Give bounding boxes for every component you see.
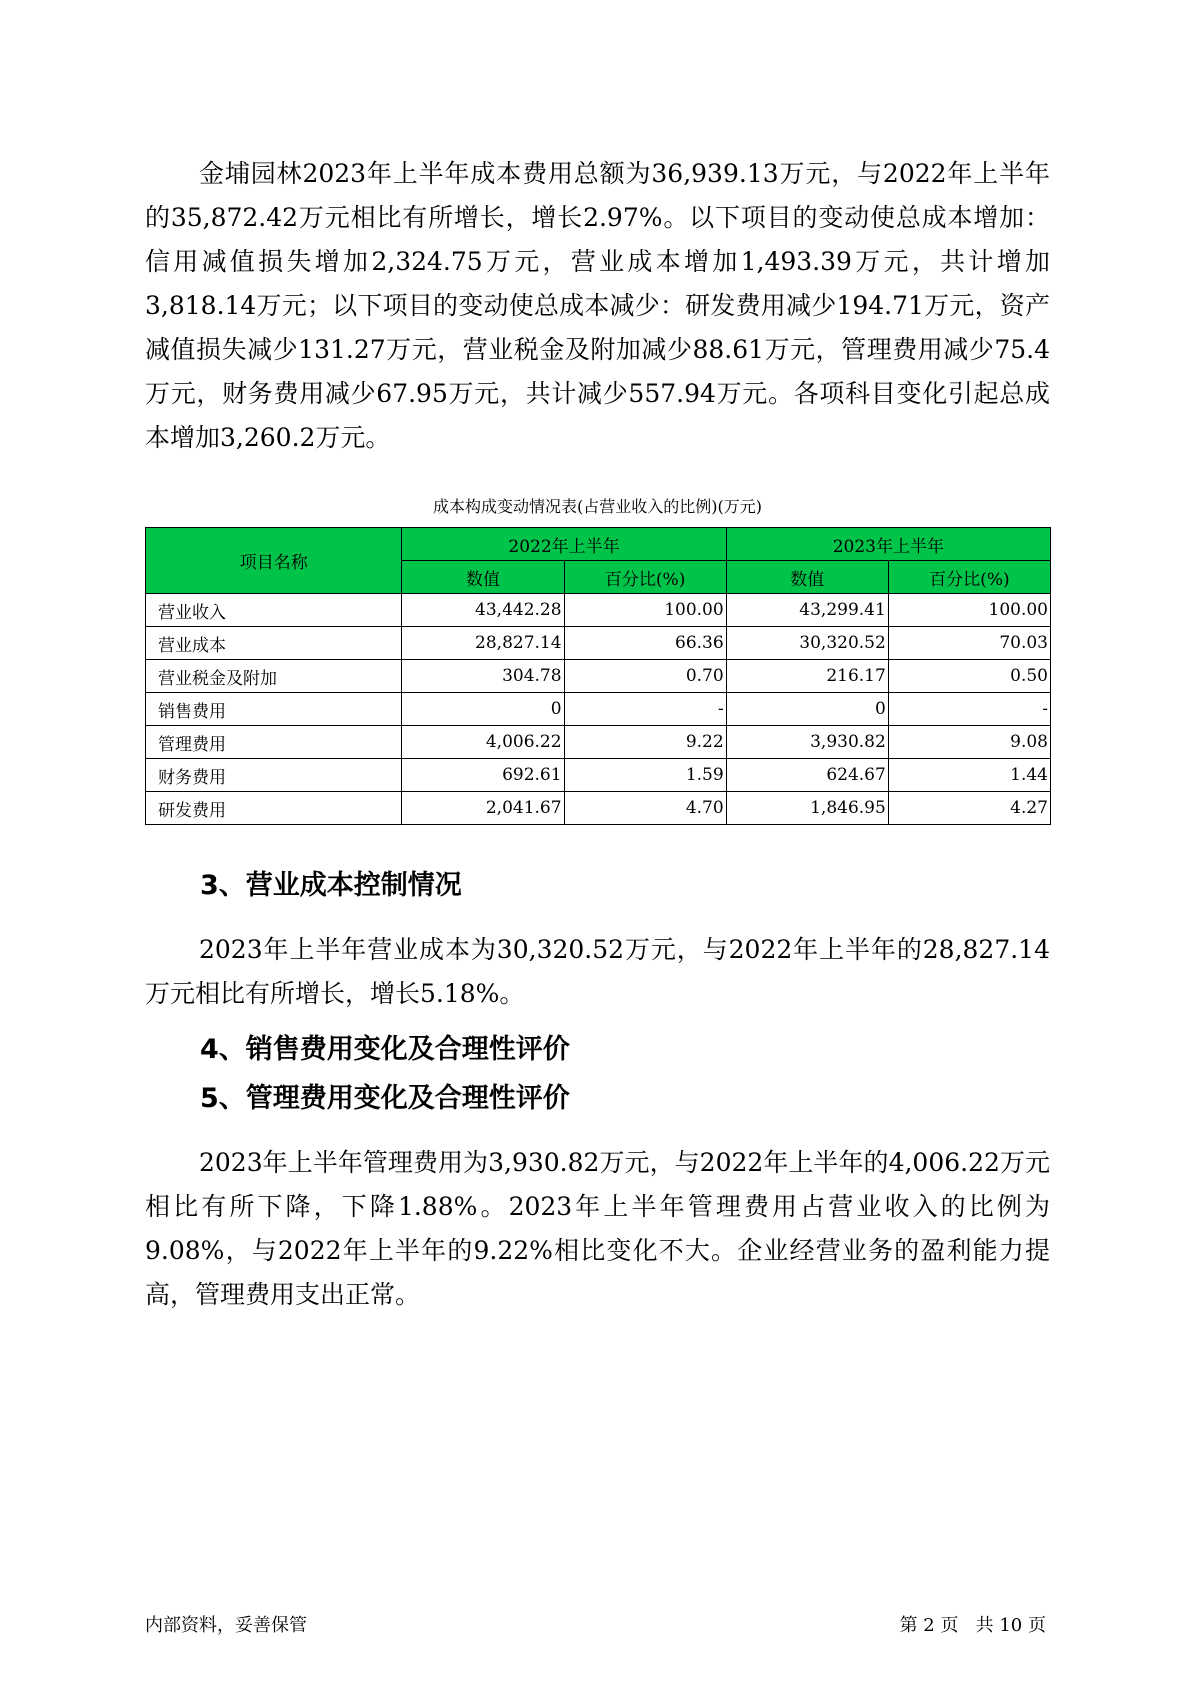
pct-2023-cell: 100.00 [888, 594, 1050, 627]
pct-2022-cell: 0.70 [564, 660, 726, 693]
section-heading-operating-cost: 3、营业成本控制情况 [200, 870, 462, 901]
value-2023-cell: 216.17 [726, 660, 888, 693]
table-row [146, 693, 1051, 726]
row-name-cell: 管理费用 [146, 726, 402, 759]
pct-2023-cell: - [888, 693, 1050, 726]
value-2022-header: 数值 [402, 561, 564, 594]
table-row [146, 726, 1051, 759]
pct-2022-header: 百分比(%) [564, 561, 726, 594]
pct-2022-cell: 66.36 [564, 627, 726, 660]
section-heading-admin-expense: 5、管理费用变化及合理性评价 [200, 1083, 570, 1114]
cost-structure-table [145, 527, 1051, 825]
period-2023-header: 2023年上半年 [726, 528, 1050, 561]
value-2023-header: 数值 [726, 561, 888, 594]
pct-2023-cell: 1.44 [888, 759, 1050, 792]
pct-2022-cell: 100.00 [564, 594, 726, 627]
table-row [146, 594, 1051, 627]
pct-2023-header: 百分比(%) [888, 561, 1050, 594]
row-name-cell: 研发费用 [146, 792, 402, 825]
table-header [146, 528, 1051, 594]
pct-2022-cell: 4.70 [564, 792, 726, 825]
pct-2023-cell: 9.08 [888, 726, 1050, 759]
table-row [146, 759, 1051, 792]
value-2022-cell: 692.61 [402, 759, 564, 792]
value-2023-cell: 43,299.41 [726, 594, 888, 627]
value-2022-cell: 304.78 [402, 660, 564, 693]
section-heading-sales-expense: 4、销售费用变化及合理性评价 [200, 1034, 570, 1065]
value-2022-cell: 0 [402, 693, 564, 726]
value-2022-cell: 2,041.67 [402, 792, 564, 825]
value-2023-cell: 1,846.95 [726, 792, 888, 825]
pct-2022-cell: 9.22 [564, 726, 726, 759]
admin-expense-paragraph: 2023年上半年管理费用为3,930.82万元，与2022年上半年的4,006.22万元相比有所下降，下降1.88%。2023年上半年管理费用占营业收入的比例为9.08%，与2022年上半年的9.22%相比变化不大。企业经营业务的盈利能力提高，管理费用支出正常。 [145, 1148, 1050, 1309]
summary-paragraph: 金埔园林2023年上半年成本费用总额为36,939.13万元，与2022年上半年的35,872.42万元相比有所增长，增长2.97%。以下项目的变动使总成本增加：信用减值损失增加2,324.75万元，营业成本增加1,493.39万元，共计增加3,818.14万元；以下项目的变动使总成本减少：研发费用减少194.71万元，资产减值损失减少131.27万元，营业税金及附加减少88.61万元，管理费用减少75.4万元，财务费用减少67.95万元，共计减少557.94万元。各项科目变化引起总成本增加3,260.2万元。 [145, 159, 1050, 452]
value-2023-cell: 3,930.82 [726, 726, 888, 759]
pct-2022-cell: 1.59 [564, 759, 726, 792]
row-name-cell: 营业成本 [146, 627, 402, 660]
value-2023-cell: 0 [726, 693, 888, 726]
value-2022-cell: 28,827.14 [402, 627, 564, 660]
value-2022-cell: 43,442.28 [402, 594, 564, 627]
footer-confidential-note: 内部资料，妥善保管 [145, 1615, 307, 1636]
row-name-cell: 营业税金及附加 [146, 660, 402, 693]
period-2022-header: 2022年上半年 [402, 528, 726, 561]
table-row [146, 660, 1051, 693]
value-2023-cell: 30,320.52 [726, 627, 888, 660]
row-name-cell: 财务费用 [146, 759, 402, 792]
value-2023-cell: 624.67 [726, 759, 888, 792]
table-body [146, 594, 1051, 825]
value-2022-cell: 4,006.22 [402, 726, 564, 759]
row-name-cell: 营业收入 [146, 594, 402, 627]
table-row [146, 792, 1051, 825]
pct-2023-cell: 0.50 [888, 660, 1050, 693]
operating-cost-paragraph: 2023年上半年营业成本为30,320.52万元，与2022年上半年的28,827.14万元相比有所增长，增长5.18%。 [145, 935, 1050, 1008]
pct-2023-cell: 70.03 [888, 627, 1050, 660]
item-name-header: 项目名称 [146, 528, 402, 594]
pct-2023-cell: 4.27 [888, 792, 1050, 825]
table-caption: 成本构成变动情况表(占营业收入的比例)(万元) [433, 497, 762, 516]
table-row [146, 627, 1051, 660]
pct-2022-cell: - [564, 693, 726, 726]
footer-page-number: 第 2 页 共 10 页 [899, 1615, 1046, 1636]
row-name-cell: 销售费用 [146, 693, 402, 726]
